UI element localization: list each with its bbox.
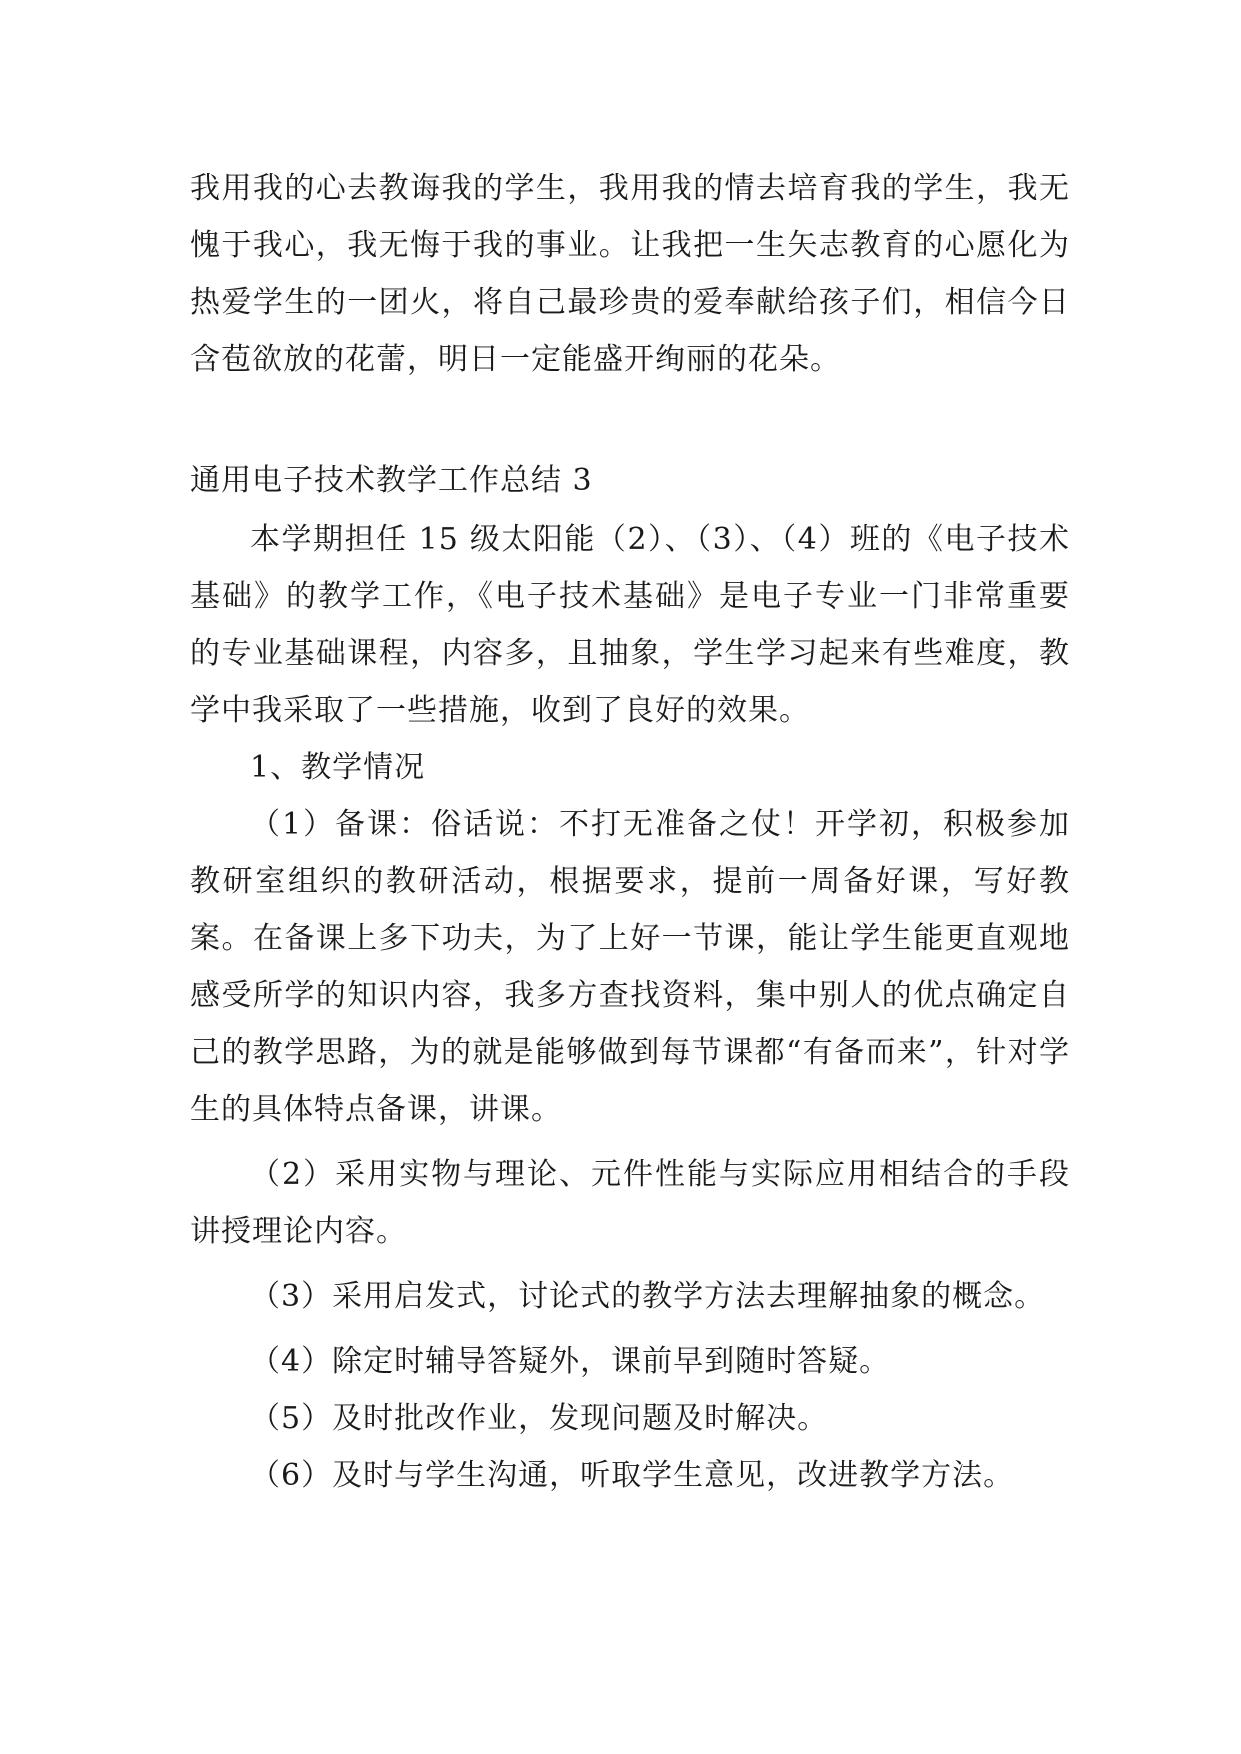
paragraph-method-4: （4）除定时辅导答疑外，课前早到随时答疑。 xyxy=(250,1344,891,1379)
paragraph-method-3: （3）采用启发式，讨论式的教学方法去理解抽象的概念。 xyxy=(250,1279,1046,1314)
section-title: 通用电子技术教学工作总结 3 xyxy=(190,463,593,498)
paragraph-heading-teaching: 1、教学情况 xyxy=(250,750,426,785)
paragraph-method-2: （2）采用实物与理论、元件性能与实际应用相结合的手段讲授理论内容。 xyxy=(190,1157,1070,1249)
paragraph-method-6: （6）及时与学生沟通，听取学生意见，改进教学方法。 xyxy=(250,1458,1015,1493)
paragraph-lesson-prep: （1）备课：俗话说：不打无准备之仗！开学初，积极参加教研室组织的教研活动，根据要求，提前一周备好课，写好教案。在备课上多下功夫，为了上好一节课，能让学生能更直观地感受所学的知识内容，我多方查找资料，集中别人的优点确定自己的教学思路，为的就是能够做到每节课都“有备而来”，针对学生的具体特点备课，讲课。 xyxy=(190,807,1070,1127)
intro-paragraph: 我用我的心去教诲我的学生，我用我的情去培育我的学生，我无愧于我心，我无悔于我的事业。让我把一生矢志教育的心愿化为热爱学生的一团火，将自己最珍贵的爱奉献给孩子们，相信今日含苞欲放的花蕾，明日一定能盛开绚丽的花朵。 xyxy=(190,171,1070,377)
section-body xyxy=(190,511,1070,1504)
paragraph-method-5: （5）及时批改作业，发现问题及时解决。 xyxy=(250,1401,829,1436)
paragraph-summary: 本学期担任 15 级太阳能（2）、（3）、（4）班的《电子技术基础》的教学工作，《电子技术基础》是电子专业一门非常重要的专业基础课程，内容多，且抽象，学生学习起来有些难度，教学中我采取了一些措施，收到了良好的效果。 xyxy=(190,522,1070,728)
